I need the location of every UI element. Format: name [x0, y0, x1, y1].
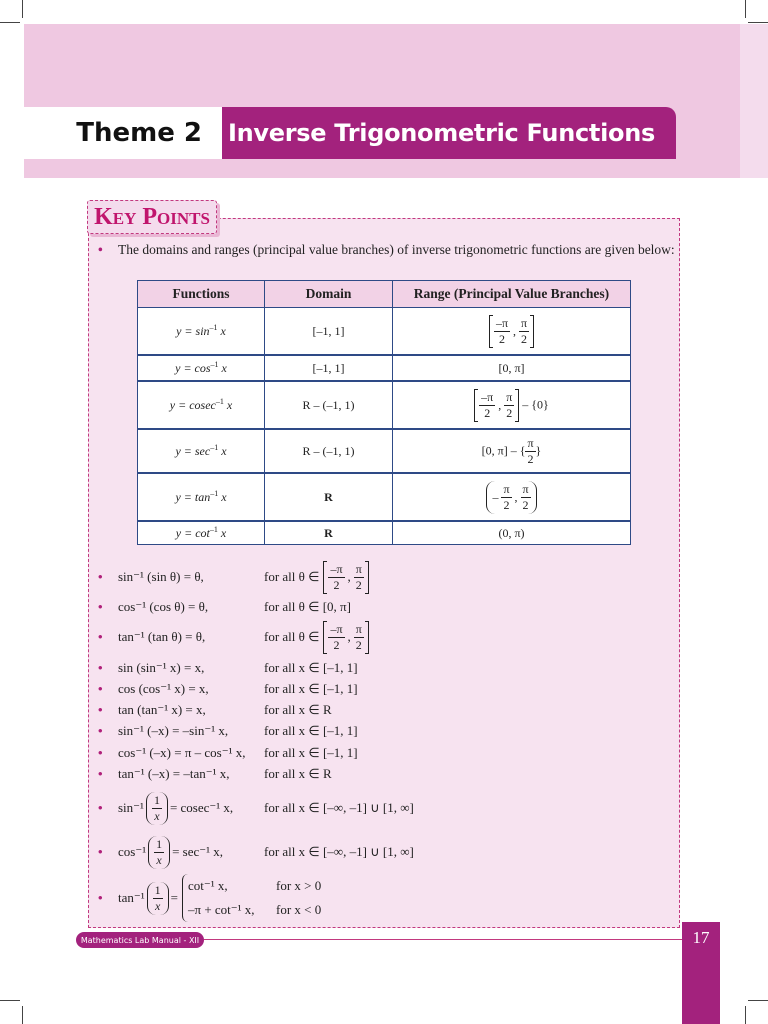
function-cell: $y = \cos^{-1} x$ [138, 355, 265, 381]
domain-cell: R [265, 473, 393, 521]
range-cell: (0, π) [393, 521, 631, 545]
bullet-icon: • [98, 723, 103, 738]
table-header-row [138, 281, 631, 308]
domain-cell: [–1, 1] [265, 308, 393, 356]
range-cell: $\frac{-\pi}{2}$ , $\frac{\pi}{2}$ – {0} [393, 381, 631, 429]
function-cell: $y = \cot^{-1} x$ [138, 521, 265, 545]
range-cell: [0, π] [393, 355, 631, 381]
crop-mark [0, 1000, 20, 1001]
key-points-badge: Key Points [87, 200, 217, 234]
bullet-icon: • [98, 702, 103, 717]
bullet-icon: • [98, 681, 103, 696]
closed-interval: $\frac{-\pi}{2}$ , $\frac{\pi}{2}$ [323, 621, 368, 654]
bullet-icon: • [98, 800, 103, 815]
table-row [138, 521, 631, 545]
bullet-icon: • [98, 766, 103, 781]
table-row [138, 473, 631, 521]
domain-cell: R – (–1, 1) [265, 381, 393, 429]
page-number: 17 [692, 928, 710, 947]
crop-mark [748, 22, 768, 23]
crop-mark [745, 1006, 746, 1024]
closed-interval: $\frac{-\pi}{2}$ , $\frac{\pi}{2}$ [489, 315, 534, 348]
bullet-icon: • [98, 599, 103, 614]
list-item: • tan⁻¹ $\frac{1}{x}$ = cot⁻¹ x, for x > 0 –π + cot⁻¹ x, for x < 0 [98, 872, 676, 924]
bullet-icon: • [98, 242, 103, 257]
crop-mark [0, 22, 20, 23]
range-cell: [0, π] – { $\frac{\pi}{2}$ } [393, 429, 631, 473]
range-cell [393, 308, 631, 356]
function-cell: $y = \sin^{-1} x$ [138, 308, 265, 356]
list-item: • sin⁻¹ $\frac{1}{x}$ = cosec⁻¹ x, for all x ∈ [–∞, –1] ∪ [1, ∞] [98, 792, 414, 823]
table-row [138, 381, 631, 429]
function-cell: $y = \sec^{-1} x$ [138, 429, 265, 473]
list-item: • tan⁻¹ (tan θ) = θ, for all θ ∈ $\frac{-\pi}{2}$ , $\frac{\pi}{2}$ [98, 620, 676, 654]
table-row [138, 308, 631, 356]
footer-divider [204, 939, 682, 940]
manual-label: Mathematics Lab Manual - XII [76, 932, 204, 948]
list-item: • cos⁻¹ $\frac{1}{x}$ = sec⁻¹ x, for all x ∈ [–∞, –1] ∪ [1, ∞] [98, 836, 414, 867]
list-item: • cos (cos⁻¹ x) = x, for all x ∈ [–1, 1] [98, 681, 358, 696]
list-item: • sin⁻¹ (sin θ) = θ, for all θ ∈ $\frac{-\pi}{2}$ , $\frac{\pi}{2}$ [98, 560, 676, 594]
table-row [138, 355, 631, 381]
bullet-icon: • [98, 629, 103, 644]
intro-paragraph [98, 240, 676, 259]
header-band-edge [740, 24, 768, 178]
crop-mark [745, 0, 746, 18]
table-header-cell: Functions [138, 281, 265, 308]
bullet-icon: • [98, 890, 103, 905]
list-item: • tan (tan⁻¹ x) = x, for all x ∈ R [98, 702, 332, 717]
table-header-cell: Range (Principal Value Branches) [393, 281, 631, 308]
list-item: • cos⁻¹ (–x) = π – cos⁻¹ x, for all x ∈ [–1, 1] [98, 745, 358, 760]
domain-cell: R [265, 521, 393, 545]
function-cell: y = cosec$^{-1}$ x [138, 381, 265, 429]
bullet-icon: • [98, 745, 103, 760]
crop-mark [22, 1006, 23, 1024]
page-title: Inverse Trigonometric Functions [222, 107, 676, 159]
list-item: • sin (sin⁻¹ x) = x, for all x ∈ [–1, 1] [98, 660, 358, 675]
bullet-icon: • [98, 844, 103, 859]
inverse-functions-table [137, 280, 631, 545]
list-item: • tan⁻¹ (–x) = –tan⁻¹ x, for all x ∈ R [98, 766, 332, 781]
theme-label: Theme 2 [24, 107, 222, 159]
open-interval: – $\frac{\pi}{2}$ , $\frac{\pi}{2}$ [486, 481, 536, 514]
function-cell: $y = \tan^{-1} x$ [138, 473, 265, 521]
piecewise-cases: cot⁻¹ x, for x > 0 –π + cot⁻¹ x, for x < 0 [182, 874, 321, 922]
bullet-icon: • [98, 569, 103, 584]
list-item: • cos⁻¹ (cos θ) = θ, for all θ ∈ [0, π] [98, 599, 351, 614]
intro-text: The domains and ranges (principal value branches) of inverse trigonometric functions are given below: [118, 242, 675, 257]
list-item: • sin⁻¹ (–x) = –sin⁻¹ x, for all x ∈ [–1, 1] [98, 723, 358, 738]
bullet-icon: • [98, 660, 103, 675]
crop-mark [22, 0, 23, 18]
closed-interval: $\frac{-\pi}{2}$ , $\frac{\pi}{2}$ [474, 389, 519, 422]
closed-interval: $\frac{-\pi}{2}$ , $\frac{\pi}{2}$ [323, 561, 368, 594]
crop-mark [748, 1000, 768, 1001]
domain-cell: R – (–1, 1) [265, 429, 393, 473]
table-header-cell: Domain [265, 281, 393, 308]
table-row [138, 429, 631, 473]
domain-cell: [–1, 1] [265, 355, 393, 381]
range-cell [393, 473, 631, 521]
